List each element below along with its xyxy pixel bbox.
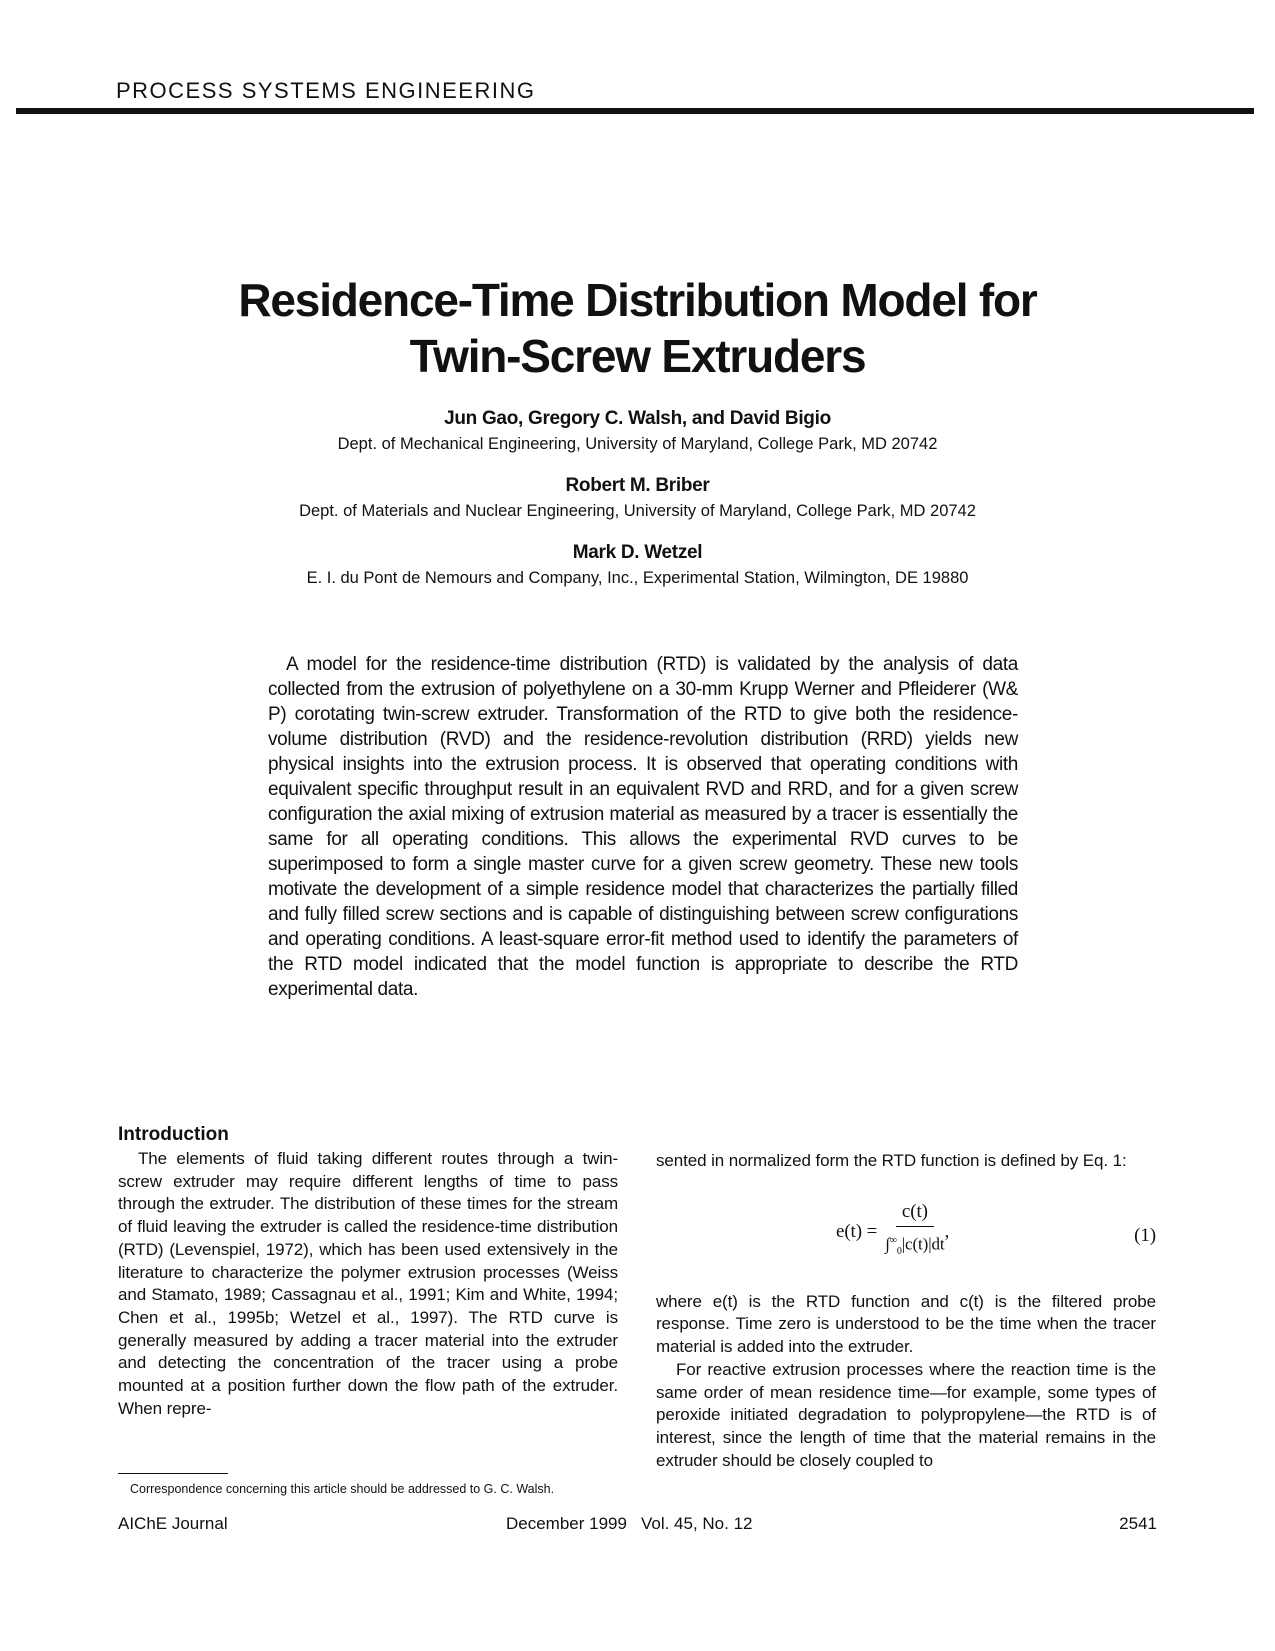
equation-1 [656, 1191, 1156, 1279]
title-line-2: Twin-Screw Extruders [409, 330, 866, 382]
author-affiliation: Dept. of Mechanical Engineering, University of Maryland, College Park, MD 20742 [337, 435, 938, 453]
author-group-1 [0, 407, 1275, 455]
author-names: Jun Gao, Gregory C. Walsh, and David Bigio [444, 408, 831, 429]
equation-denominator: $\int^\infty_0|c(t)|dt$ [885, 1235, 945, 1258]
intro-paragraph: The elements of fluid taking different routes through a twin-screw extruder may require different lengths of time to pass through the extruder. The distribution of these times for the stream of fluid leaving the extruder is called the residence-time distribution (RTD) (Levenspiel, 1972), which has been used extensively in the literature to characterize the polymer extrusion processes (Weiss and Stamato, 1989; Cassagnau et al., 1991; Kim and White, 1994; Chen et al., 1995b; Wetzel et al., 1997). The RTD curve is generally measured by adding a tracer material into the extruder and detecting the concentration of the tracer using a probe mounted at a position further down the flow path of the extruder. When repre- [118, 1149, 618, 1418]
equation-comma: , [944, 1221, 950, 1243]
abstract: A model for the residence-time distribution (RTD) is validated by the analysis of data collected from the extrusion of polyethylene on a 30-mm Krupp Werner and Pfleiderer (W& P) corotating twin-screw extruder. Transformation of the RTD to give both the residence-volume distribution (RVD) and the residence-revolution distribution (RRD) yields new physical insights into the extrusion process. It is observed that operating conditions with equivalent specific throughput result in an equivalent RVD and RRD, and for a given screw configuration the axial mixing of extrusion material as measured by a tracer is essentially the same for all operating conditions. This allows the experimental RVD curves to be superimposed to form a single master curve for a given screw geometry. These new tools motivate the development of a simple residence model that characterizes the partially filled and fully filled screw sections and is capable of distinguishing between screw configurations and operating conditions. A least-square error-fit method used to identify the parameters of the RTD model indicated that the model function is appropriate to describe the RTD experimental data. [268, 654, 1018, 1000]
right-column [656, 1150, 1156, 1472]
footer-volume: Vol. 45, No. 12 [640, 1514, 753, 1533]
author-affiliation: Dept. of Materials and Nuclear Engineering, University of Maryland, College Park, MD 20742 [299, 502, 976, 520]
integral-lower-limit: 0 [896, 1246, 902, 1258]
body-paragraph: sented in normalized form the RTD function is defined by Eq. 1: [656, 1151, 1127, 1170]
body-paragraph: For reactive extrusion processes where the reaction time is the same order of mean residence time—for example, some types of peroxide initiated degradation to polypropylene—the RTD is of interest, since the length of time that the material remains in the extruder should be closely coupled to [656, 1359, 1156, 1470]
footer-issue [506, 1514, 753, 1534]
equation-lhs: e(t) = [836, 1221, 878, 1243]
footer-journal: AIChE Journal [118, 1514, 228, 1533]
author-affiliation: E. I. du Pont de Nemours and Company, Inc., Experimental Station, Wilmington, DE 19880 [306, 569, 969, 587]
author-names: Robert M. Briber [565, 475, 710, 496]
footer-date: December 1999 [506, 1514, 627, 1533]
left-column [118, 1148, 618, 1420]
running-header: PROCESS SYSTEMS ENGINEERING [116, 78, 536, 103]
body-paragraph: where e(t) is the RTD function and c(t) is the filtered probe response. Time zero is understood to be the time when the tracer material is added into the extruder. [656, 1291, 1156, 1357]
footer-page-number: 2541 [1119, 1514, 1157, 1533]
section-heading-introduction: Introduction [118, 1124, 229, 1145]
equation-number: (1) [1134, 1224, 1156, 1246]
equation-fraction [885, 1201, 944, 1264]
integral-upper-limit: ∞ [889, 1235, 897, 1247]
integrand: |c(t)|dt [901, 1235, 945, 1255]
equation-numerator: c(t) [896, 1201, 934, 1228]
author-group-2 [0, 474, 1275, 522]
title-line-1: Residence-Time Distribution Model for [238, 274, 1037, 326]
article-title [0, 272, 1275, 384]
footnote: Correspondence concerning this article should be addressed to G. C. Walsh. [130, 1482, 555, 1496]
footnote-rule [118, 1473, 228, 1474]
header-rule [16, 108, 1254, 114]
author-names: Mark D. Wetzel [572, 542, 703, 563]
author-group-3 [0, 541, 1275, 589]
